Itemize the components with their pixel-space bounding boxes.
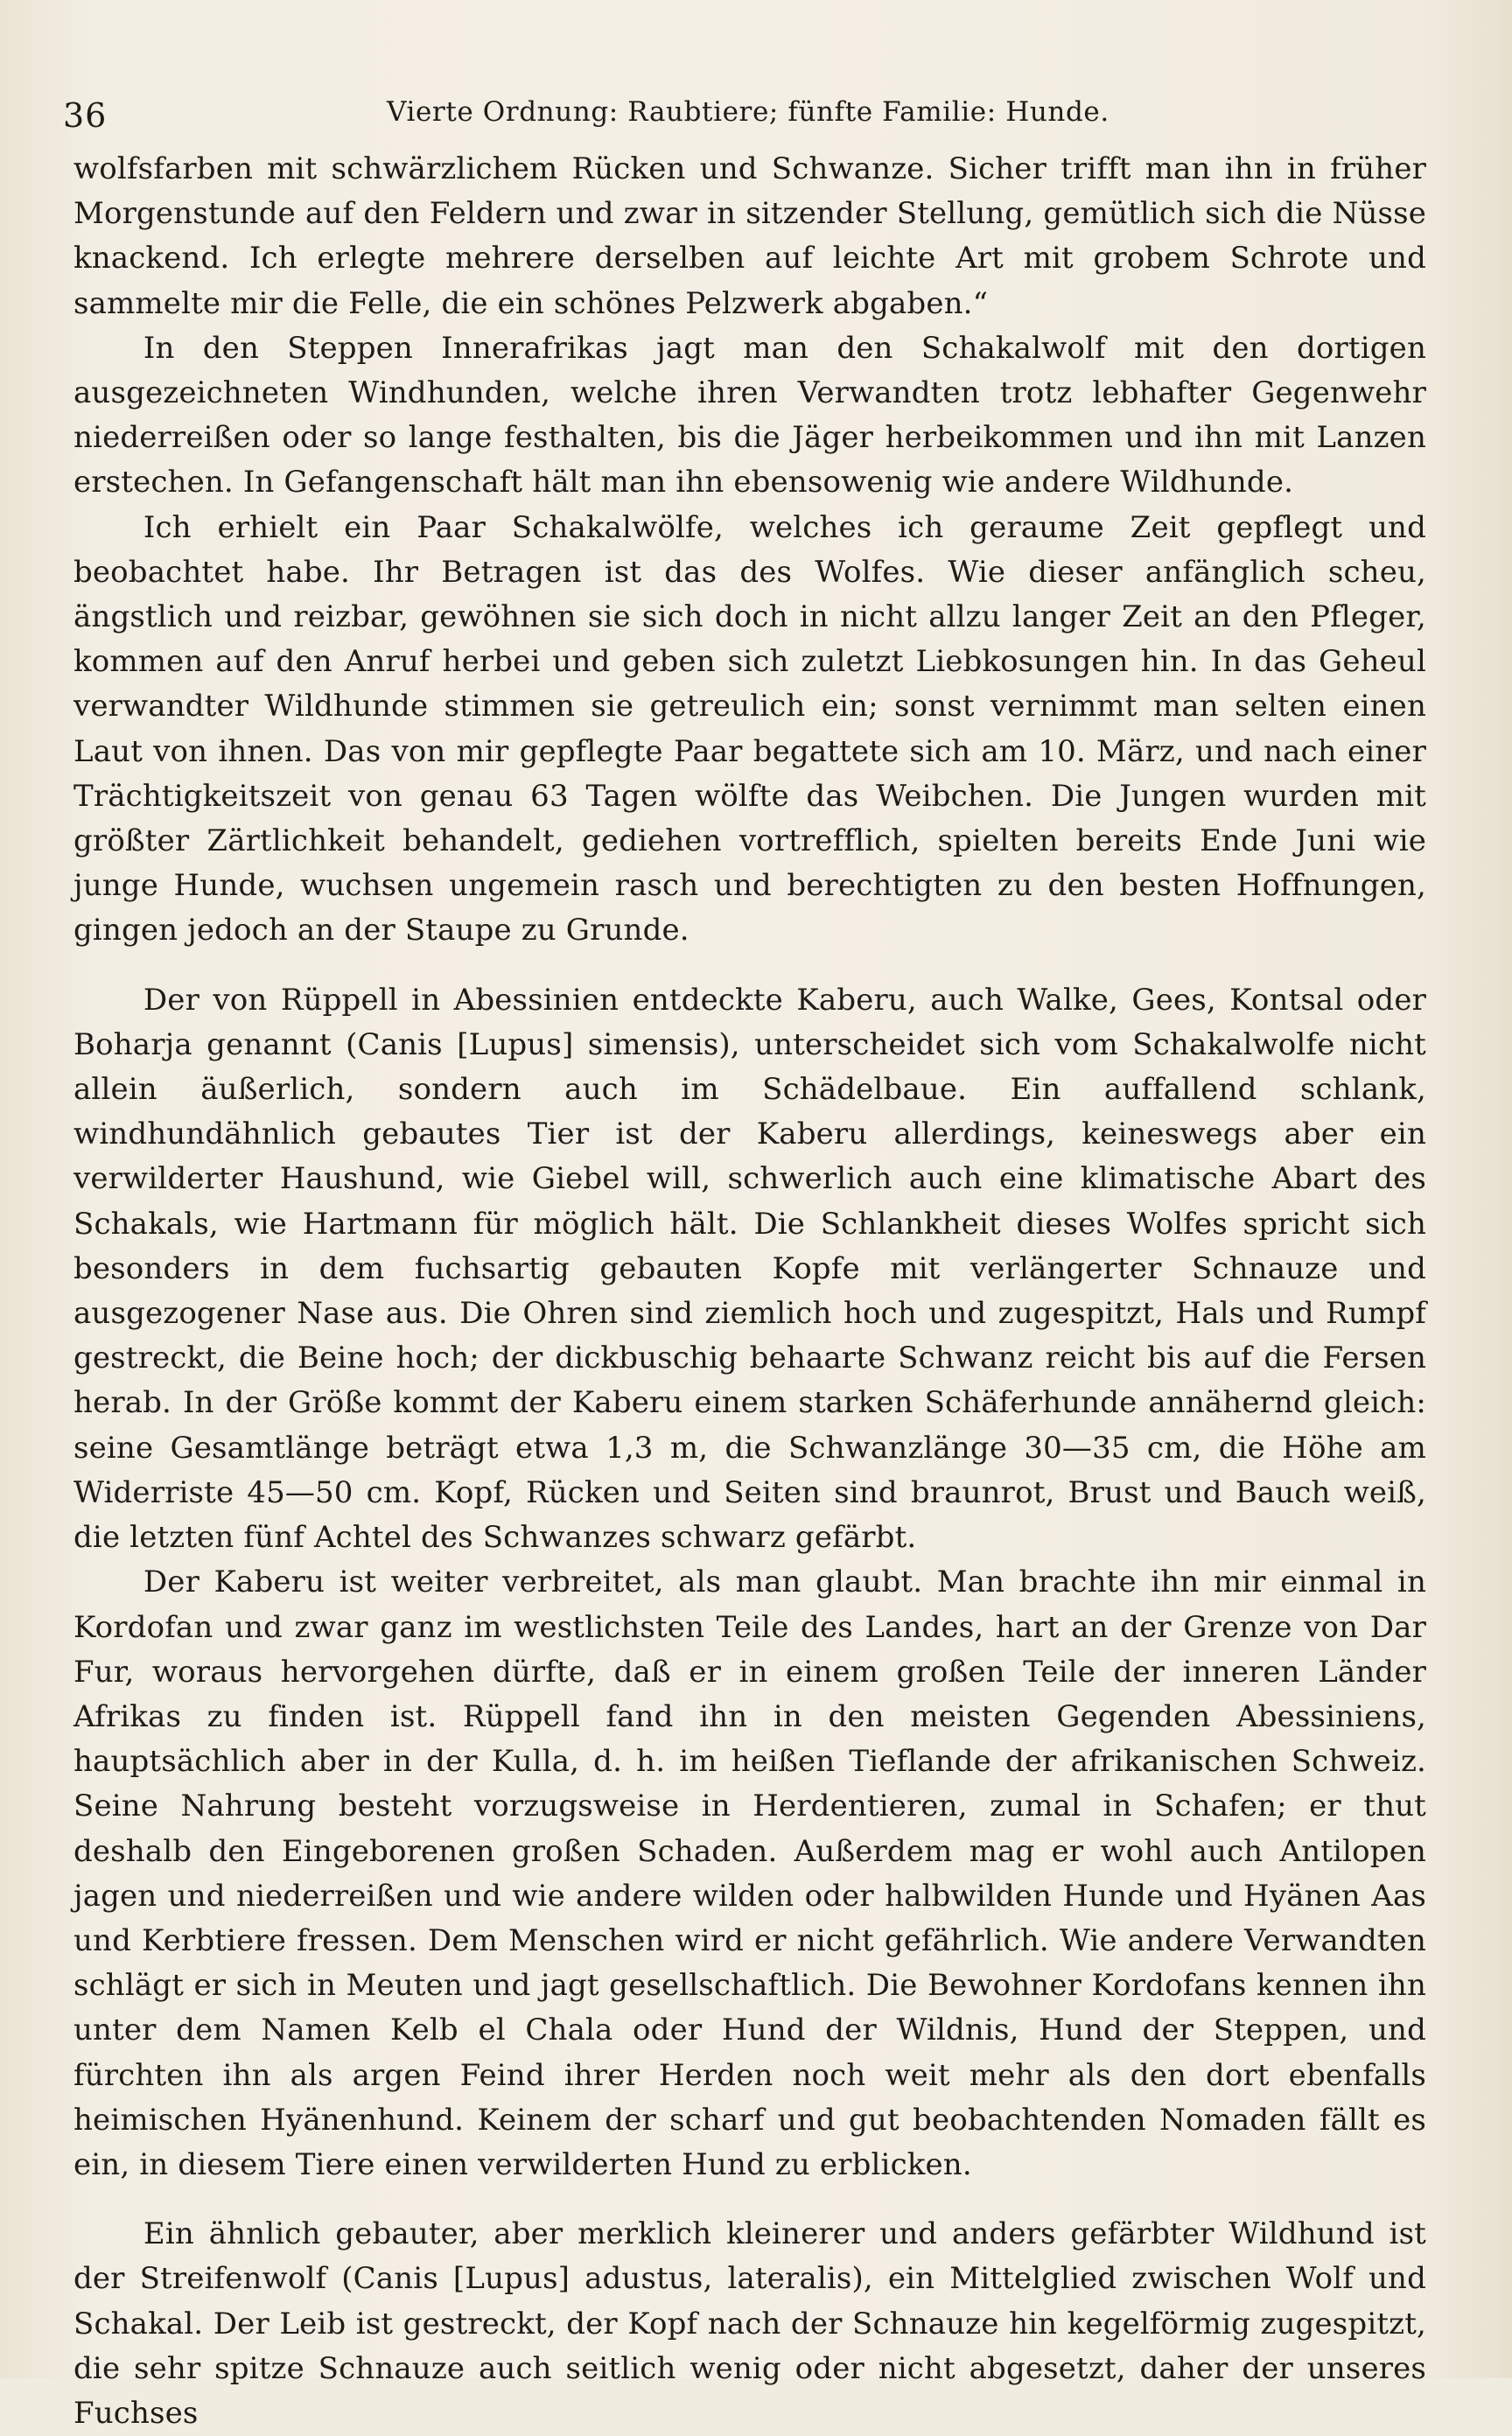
- page-header: [63, 84, 1428, 136]
- paragraph: Der von Rüppell in Abessinien entdeckte Kaberu, auch Walke, Gees, Kontsal oder Boharja genannt (Canis [Lupus] simensis), unterscheidet sich vom Schakalwolfe nicht allein äußerlich, sondern auch im Schädelbaue. Ein auffallend schlank, windhundähnlich gebautes Tier ist der Kaberu allerdings, keineswegs aber ein verwilderter Haushund, wie Giebel will, schwerlich auch eine klimatische Abart des Schakals, wie Hartmann für möglich hält. Die Schlankheit dieses Wolfes spricht sich besonders in dem fuchsartig gebauten Kopfe mit verlängerter Schnauze und ausgezogener Nase aus. Die Ohren sind ziemlich hoch und zugespitzt, Hals und Rumpf gestreckt, die Beine hoch; der dickbuschig behaarte Schwanz reicht bis auf die Fersen herab. In der Größe kommt der Kaberu einem starken Schäferhunde annähernd gleich: seine Gesamtlänge beträgt etwa 1,3 m, die Schwanzlänge 30—35 cm, die Höhe am Widerriste 45—50 cm. Kopf, Rücken und Seiten sind braunrot, Brust und Bauch weiß, die letzten fünf Achtel des Schwanzes schwarz gefärbt.: [74, 982, 1426, 1556]
- body-text: [74, 147, 1426, 2436]
- paragraph: Ein ähnlich gebauter, aber merklich kleinerer und anders gefärbter Wildhund ist der Streifenwolf (Canis [Lupus] adustus, lateralis), ein Mittelglied zwischen Wolf und Schakal. Der Leib ist gestreckt, der Kopf nach der Schnauze hin kegelförmig zugespitzt, die sehr spitze Schnauze auch seitlich wenig oder nicht abgesetzt, daher der unseres Fuchses: [74, 2216, 1426, 2431]
- paragraph: Der Kaberu ist weiter verbreitet, als man glaubt. Man brachte ihn mir einmal in Kordofan und zwar ganz im westlichsten Teile des Landes, hart an der Grenze von Dar Fur, woraus hervorgehen dürfte, daß er in einem großen Teile der inneren Länder Afrikas zu finden ist. Rüppell fand ihn in den meisten Gegenden Abessiniens, hauptsächlich aber in der Kulla, d. h. im heißen Tieflande der afrikanischen Schweiz. Seine Nahrung besteht vorzugsweise in Herdentieren, zumal in Schafen; er thut deshalb den Eingeborenen großen Schaden. Außerdem mag er wohl auch Antilopen jagen und niederreißen und wie andere wilden oder halbwilden Hunde und Hyänen Aas und Kerbtiere fressen. Dem Menschen wird er nicht gefährlich. Wie andere Verwandten schlägt er sich in Meuten und jagt gesellschaftlich. Die Bewohner Kordofans kennen ihn unter dem Namen Kelb el Chala oder Hund der Wildnis, Hund der Steppen, und fürchten ihn als argen Feind ihrer Herden noch weit mehr als den dort ebenfalls heimischen Hyänenhund. Keinem der scharf und gut beobachtenden Nomaden fällt es ein, in diesem Tiere einen verwilderten Hund zu erblicken.: [74, 1564, 1426, 2182]
- paragraph: Ich erhielt ein Paar Schakalwölfe, welches ich geraume Zeit gepflegt und beobachtet habe. Ihr Betragen ist das des Wolfes. Wie dieser anfänglich scheu, ängstlich und reizbar, gewöhnen sie sich doch in nicht allzu langer Zeit an den Pfleger, kommen auf den Anruf herbei und geben sich zuletzt Liebkosungen hin. In das Geheul verwandter Wildhunde stimmen sie getreulich ein; sonst vernimmt man selten einen Laut von ihnen. Das von mir gepflegte Paar begattete sich am 10. März, und nach einer Trächtigkeitszeit von genau 63 Tagen wölfte das Weibchen. Die Jungen wurden mit größter Zärtlichkeit behandelt, gediehen vortrefflich, spielten bereits Ende Juni wie junge Hunde, wuchsen ungemein rasch und berechtigten zu den besten Hoffnungen, gingen jedoch an der Staupe zu Grunde.: [74, 509, 1426, 948]
- paragraph: In den Steppen Innerafrikas jagt man den Schakalwolf mit den dortigen ausgezeichneten Windhunden, welche ihren Verwandten trotz lebhafter Gegenwehr niederreißen oder so lange festhalten, bis die Jäger herbeikommen und ihn mit Lanzen erstechen. In Gefangenschaft hält man ihn ebensowenig wie andere Wildhunde.: [74, 330, 1426, 500]
- page-number: 36: [63, 96, 108, 135]
- running-head: Vierte Ordnung: Raubtiere; fünfte Familie: Hunde.: [387, 96, 1110, 128]
- paragraph-continuation: wolfsfarben mit schwärzlichem Rücken und Schwanze. Sicher trifft man ihn in früher Morgenstunde auf den Feldern und zwar in sitzender Stellung, gemütlich sich die Nüsse knackend. Ich erlegte mehrere derselben auf leichte Art mit grobem Schrote und sammelte mir die Felle, die ein schönes Pelzwerk abgaben.“: [74, 151, 1426, 321]
